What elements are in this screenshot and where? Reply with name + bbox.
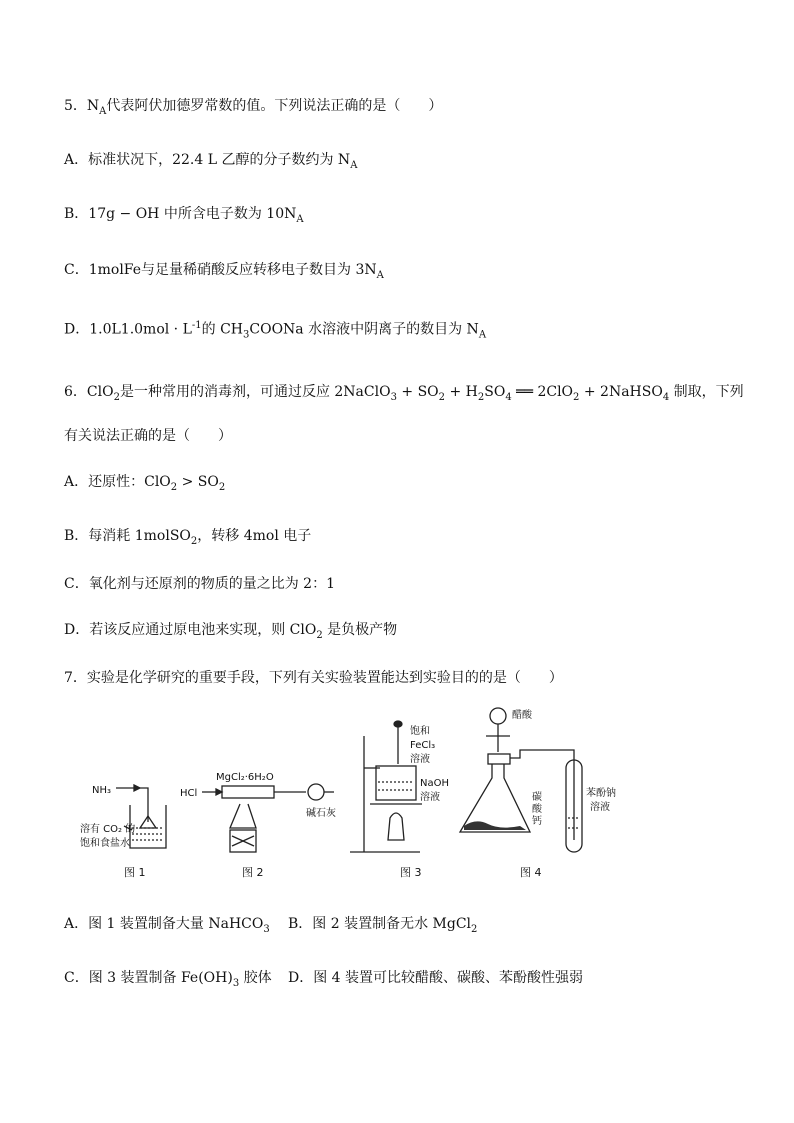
svg-text:饱和: 饱和 bbox=[410, 726, 430, 737]
q6-option-d[interactable]: D．若该反应通过原电池来实现，则 ClO$_2$ 是负极产物 bbox=[64, 622, 398, 641]
q6-option-a[interactable]: A．还原性：$ClO_2 > SO_2$ bbox=[64, 474, 226, 493]
q6-stem-line1: 6．ClO$_2$是一种常用的消毒剂，可通过反应 2NaClO$_3$ + $SO_2 + H_2SO_4$ ══ 2ClO$_2$ + 2NaHSO$_4$ 制取，下列 bbox=[64, 384, 744, 403]
q6-stem-line2: 有关说法正确的是（ ） bbox=[64, 428, 232, 444]
figure-4-apparatus bbox=[460, 708, 616, 879]
svg-text:溶液: 溶液 bbox=[590, 802, 610, 813]
svg-text:碳: 碳 bbox=[532, 792, 542, 803]
q5-option-b[interactable]: B．17g − OH 中所含电子数为 $10N_A$ bbox=[64, 206, 304, 225]
figure-2-apparatus bbox=[180, 772, 336, 879]
q5-stem: 5．$N_A$代表阿伏加德罗常数的值。下列说法正确的是（ ） bbox=[64, 98, 443, 117]
svg-text:溶液: 溶液 bbox=[420, 792, 440, 803]
q7-stem: 7．实验是化学研究的重要手段，下列有关实验装置能达到实验目的的是（ ） bbox=[64, 670, 563, 686]
figure-3-apparatus bbox=[350, 721, 449, 879]
q5-option-a[interactable]: A．标准状况下，22.4 L 乙醇的分子数约为 $N_A$ bbox=[64, 152, 358, 171]
svg-text:饱和食盐水: 饱和食盐水 bbox=[80, 838, 130, 849]
svg-text:醋酸: 醋酸 bbox=[512, 710, 532, 721]
q6-option-b[interactable]: B．每消耗 1molSO$_2$，转移 4mol 电子 bbox=[64, 528, 312, 547]
q7-option-b[interactable]: B．图 2 装置制备无水 MgCl$_2$ bbox=[288, 916, 478, 935]
experiment-figures bbox=[80, 700, 730, 890]
figure-1-apparatus bbox=[80, 785, 166, 879]
svg-text:HCl: HCl bbox=[180, 788, 198, 799]
svg-text:酸: 酸 bbox=[532, 804, 542, 815]
q7-option-a[interactable]: A．图 1 装置制备大量 NaHCO$_3$ bbox=[64, 916, 270, 935]
q7-option-d[interactable]: D．图 4 装置可比较醋酸、碳酸、苯酚酸性强弱 bbox=[288, 970, 584, 986]
q7-option-c[interactable]: C．图 3 装置制备 $Fe(OH)_3$ 胶体 bbox=[64, 970, 272, 989]
svg-text:图 1: 图 1 bbox=[124, 866, 146, 879]
q5-option-d[interactable]: D．$1.0L1.0mol \cdot L^{-1}$的 $CH_3COONa$ 水溶液中阴离子的数目为 $N_A$ bbox=[64, 320, 487, 341]
svg-text:MgCl₂·6H₂O: MgCl₂·6H₂O bbox=[216, 772, 274, 783]
svg-text:溶液: 溶液 bbox=[410, 754, 430, 765]
q5-option-c[interactable]: C．1molFe与足量稀硝酸反应转移电子数目为 $3N_A$ bbox=[64, 262, 384, 281]
svg-text:NH₃: NH₃ bbox=[92, 785, 112, 796]
svg-text:图 2: 图 2 bbox=[242, 866, 264, 879]
svg-text:FeCl₃: FeCl₃ bbox=[410, 740, 436, 751]
svg-text:图 3: 图 3 bbox=[400, 866, 422, 879]
svg-text:溶有 CO₂ 的: 溶有 CO₂ 的 bbox=[80, 824, 136, 835]
svg-text:NaOH: NaOH bbox=[420, 778, 449, 789]
svg-text:钙: 钙 bbox=[532, 816, 542, 827]
svg-text:碱石灰: 碱石灰 bbox=[306, 808, 336, 819]
svg-text:苯酚钠: 苯酚钠 bbox=[586, 788, 616, 799]
svg-text:图 4: 图 4 bbox=[520, 866, 542, 879]
q6-option-c[interactable]: C．氧化剂与还原剂的物质的量之比为 2：1 bbox=[64, 576, 335, 592]
